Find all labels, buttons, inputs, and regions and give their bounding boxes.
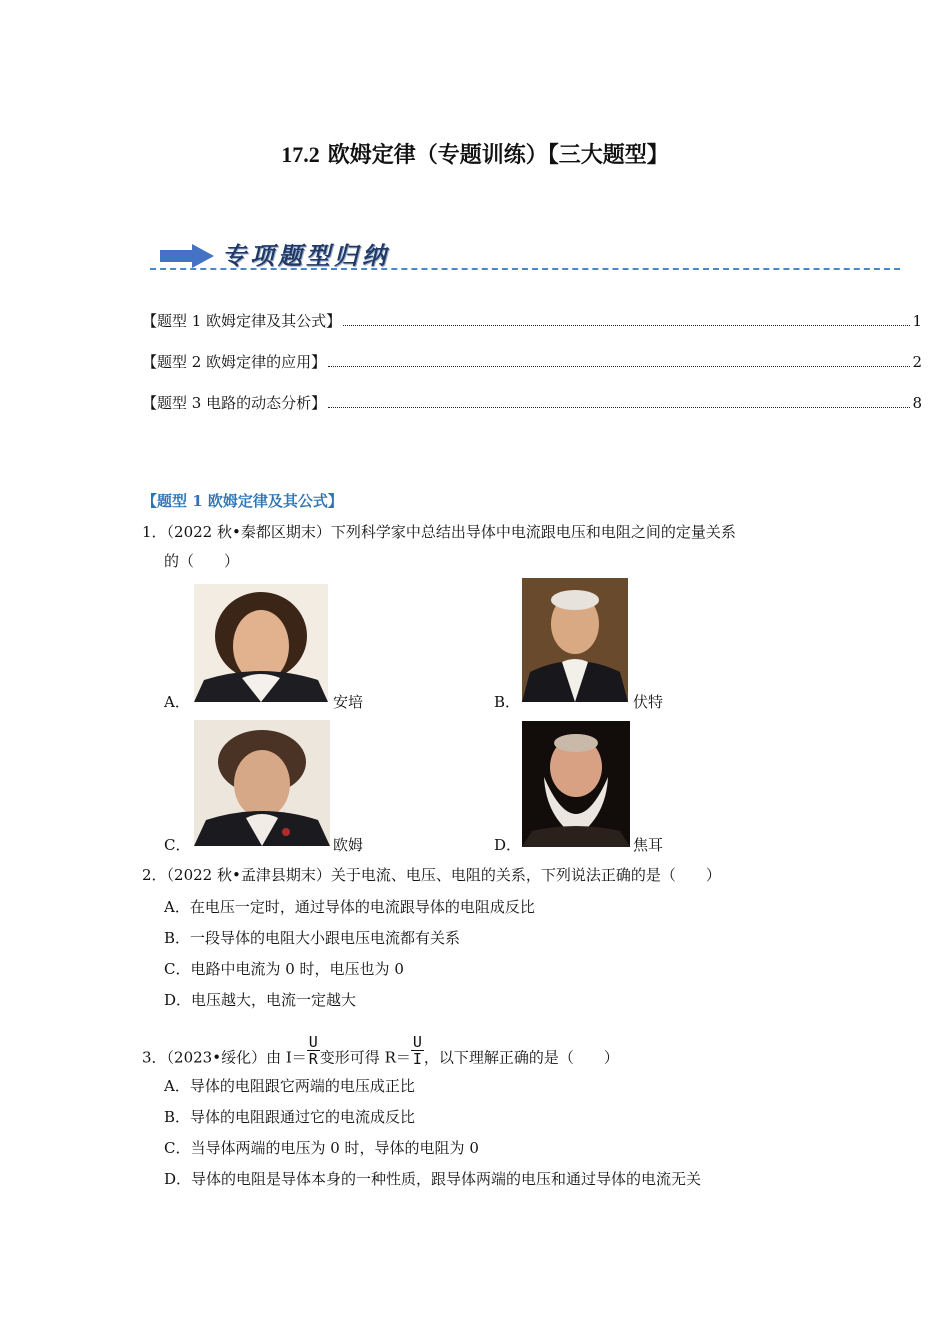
portrait-volta [522, 578, 628, 702]
toc-leader [343, 325, 910, 326]
title-text: 欧姆定律（专题训练）【三大题型】 [327, 143, 669, 168]
question-2-option-c[interactable]: C．电路中电流为 0 时，电压也为 0 [164, 960, 404, 978]
question-2-option-d[interactable]: D．电压越大，电流一定越大 [164, 991, 357, 1009]
question-2-option-b[interactable]: B．一段导体的电阻大小跟电压电流都有关系 [164, 929, 461, 947]
section-heading: 【题型 1 欧姆定律及其公式】 [142, 492, 343, 510]
option-c-name: 欧姆 [333, 836, 364, 854]
toc-item-1[interactable] [142, 310, 922, 331]
portrait-joule [522, 721, 630, 847]
banner-title: 专项题型归纳 [222, 242, 390, 270]
fraction-u-over-r [307, 1034, 320, 1067]
page-title [0, 138, 950, 169]
q3-suffix: ，以下理解正确的是（ ） [423, 1048, 619, 1067]
toc-page: 8 [912, 394, 922, 412]
q3-middle: 变形可得 R＝ [319, 1048, 411, 1067]
toc-label: 【题型 1 欧姆定律及其公式】 [142, 312, 342, 330]
banner-divider [150, 268, 900, 270]
toc-leader [328, 407, 910, 408]
frac-numerator: U [412, 1033, 422, 1051]
toc-item-3[interactable] [142, 392, 922, 413]
toc-item-2[interactable] [142, 351, 922, 372]
frac-numerator: U [308, 1033, 318, 1051]
question-3-option-d[interactable]: D．导体的电阻是导体本身的一种性质，跟导体两端的电压和通过导体的电流无关 [164, 1170, 702, 1188]
arrow-right-icon [160, 244, 214, 268]
portrait-ohm [194, 720, 330, 846]
toc-page: 2 [912, 353, 922, 371]
question-3-option-a[interactable]: A．导体的电阻跟它两端的电压成正比 [164, 1077, 415, 1095]
portrait-ampere [194, 584, 328, 702]
option-c-letter[interactable]: C． [164, 836, 191, 854]
q3-prefix: 3．（2023•绥化）由 I＝ [142, 1048, 307, 1067]
question-1-line-1: 1．（2022 秋•秦都区期末）下列科学家中总结出导体中电流跟电压和电阻之间的定量关系 [142, 523, 736, 541]
option-b-letter[interactable]: B． [494, 693, 521, 711]
question-3-stem [142, 1033, 619, 1075]
question-1-line-2: 的（ ） [164, 552, 240, 570]
option-d-name: 焦耳 [633, 836, 664, 854]
option-a-letter[interactable]: A． [164, 693, 190, 711]
toc-label: 【题型 2 欧姆定律的应用】 [142, 353, 327, 371]
toc-leader [328, 366, 910, 367]
option-d-letter[interactable]: D． [494, 836, 522, 854]
frac-denominator: I [412, 1050, 422, 1068]
toc-page: 1 [912, 312, 922, 330]
question-3-option-b[interactable]: B．导体的电阻跟通过它的电流成反比 [164, 1108, 416, 1126]
title-number: 17.2 [281, 142, 320, 167]
option-a-name: 安培 [333, 693, 364, 711]
question-2-option-a[interactable]: A．在电压一定时，通过导体的电流跟导体的电阻成反比 [164, 898, 535, 916]
toc-label: 【题型 3 电路的动态分析】 [142, 394, 327, 412]
question-2-stem: 2．（2022 秋•孟津县期末）关于电流、电压、电阻的关系，下列说法正确的是（ ） [142, 866, 721, 884]
option-b-name: 伏特 [633, 693, 664, 711]
fraction-u-over-i [411, 1034, 424, 1067]
frac-denominator: R [308, 1050, 318, 1068]
question-3-option-c[interactable]: C．当导体两端的电压为 0 时，导体的电阻为 0 [164, 1139, 479, 1157]
